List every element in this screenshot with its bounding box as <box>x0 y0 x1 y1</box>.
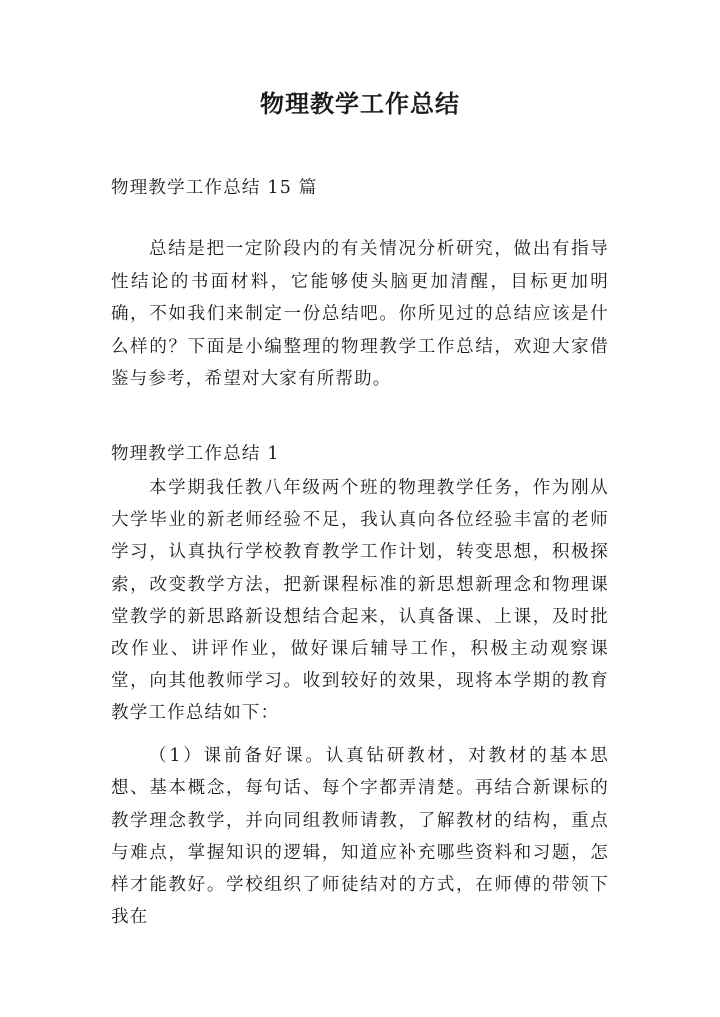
document-title: 物理教学工作总结 <box>260 90 460 118</box>
body-paragraph-2: （1）课前备好课。认真钻研教材，对教材的基本思想、基本概念，每句话、每个字都弄清楚。再结合新课标的教学理念教学，并向同组教师请教，了解教材的结构，重点与难点，掌握知识的逻辑，知道应补充哪些资料和习题，怎样才能教好。学校组织了师徒结对的方式，在师傅的带领下我在 <box>111 746 609 928</box>
document-subtitle: 物理教学工作总结 15 篇 <box>111 178 318 198</box>
section-heading: 物理教学工作总结 1 <box>111 444 280 464</box>
body-paragraph-1: 本学期我任教八年级两个班的物理教学任务，作为刚从大学毕业的新老师经验不足，我认真向各位经验丰富的老师学习，认真执行学校教育教学工作计划，转变思想，积极探索，改变教学方法，把新课程标准的新思想新理念和物理课堂教学的新思路新设想结合起来，认真备课、上课，及时批改作业、讲评作业，做好课后辅导工作，积极主动观察课堂，向其他教师学习。收到较好的效果，现将本学期的教育教学工作总结如下： <box>111 478 609 724</box>
intro-paragraph: 总结是把一定阶段内的有关情况分析研究，做出有指导性结论的书面材料，它能够使头脑更加清醒，目标更加明确，不如我们来制定一份总结吧。你所见过的总结应该是什么样的？下面是小编整理的物理教学工作总结，欢迎大家借鉴与参考，希望对大家有所帮助。 <box>111 239 609 389</box>
